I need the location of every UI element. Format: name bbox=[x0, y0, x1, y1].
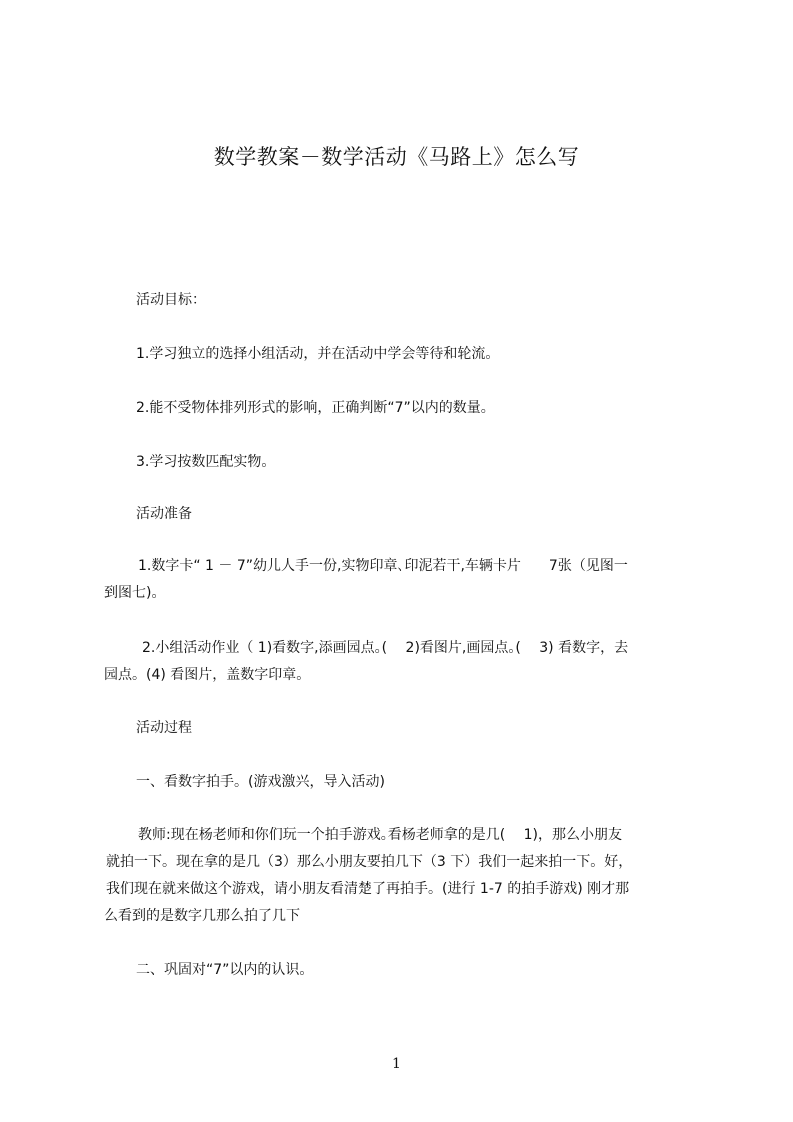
paragraph-goal-2: 2.能不受物体排列形式的影响，正确判断“7”以内的数量。 bbox=[136, 400, 495, 416]
paragraph-prep-2-line-1: 2.小组活动作业（ 1)看数字,添画园点｡( 2)看图片,画园点｡( 3) 看数字，去 bbox=[142, 640, 629, 656]
paragraph-prep-1-line-1: 1.数字卡“ 1 － 7”幼儿人手一份,实物印章､印泥若干,车辆卡片 7张（见图一 bbox=[138, 558, 628, 574]
paragraph-prep-2-line-2: 园点。(4) 看图片，盖数字印章。 bbox=[104, 667, 311, 683]
paragraph-preparation-heading: 活动准备 bbox=[136, 506, 192, 522]
paragraph-step-2-heading: 二、巩固对“7”以内的认识。 bbox=[136, 962, 314, 978]
paragraph-goal-1: 1.学习独立的选择小组活动，并在活动中学会等待和轮流。 bbox=[136, 346, 500, 362]
paragraph-teacher-line-4: 么看到的是数字几那么拍了几下 bbox=[104, 908, 300, 924]
paragraph-teacher-line-1: 教师:现在杨老师和你们玩一个拍手游戏｡看杨老师拿的是几( 1)，那么小朋友 bbox=[138, 827, 622, 843]
paragraph-process-heading: 活动过程 bbox=[136, 720, 192, 736]
paragraph-step-1-heading: 一、看数字拍手。(游戏激兴，导入活动) bbox=[136, 774, 385, 790]
paragraph-teacher-line-2: 就拍一下。现在拿的是几（3）那么小朋友要拍几下（3 下）我们一起来拍一下。好， bbox=[106, 854, 633, 870]
paragraph-goal-3: 3.学习按数匹配实物。 bbox=[136, 454, 276, 470]
paragraph-prep-1-line-2: 到图七)。 bbox=[104, 585, 166, 601]
document-title: 数学教案－数学活动《马路上》怎么写 bbox=[213, 145, 580, 169]
page-number: 1 bbox=[392, 1056, 401, 1072]
paragraph-goals-heading: 活动目标： bbox=[136, 292, 206, 308]
paragraph-teacher-line-3: 我们现在就来做这个游戏，请小朋友看清楚了再拍手。(进行 1-7 的拍手游戏) 刚才那 bbox=[106, 881, 630, 897]
